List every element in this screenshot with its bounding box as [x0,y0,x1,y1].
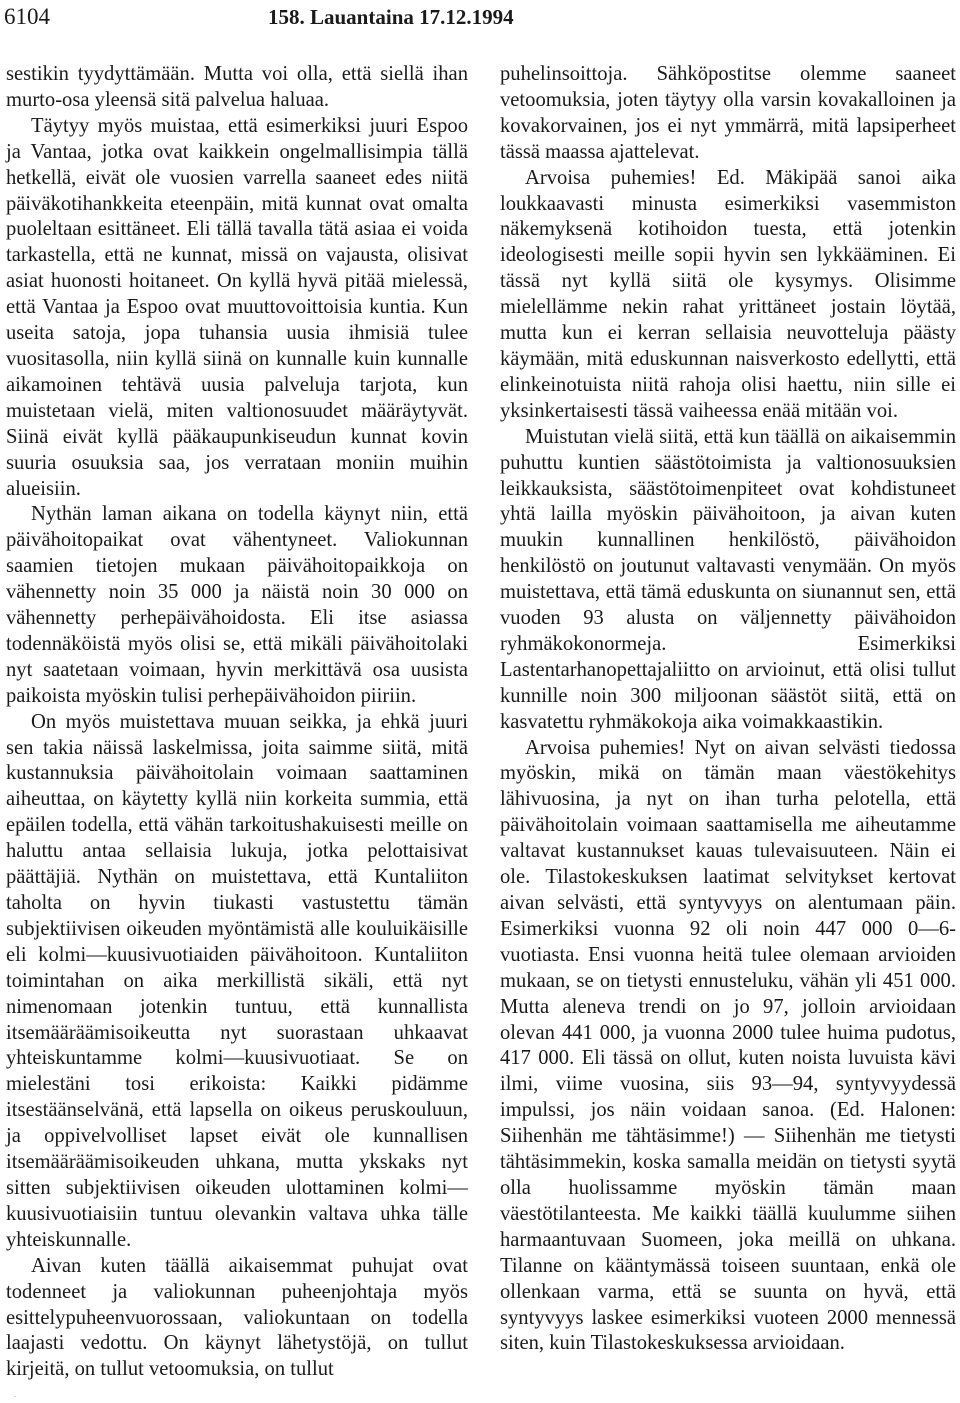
paragraph: Arvoisa puhemies! Ed. Mäkipää sanoi aika loukkaavasti minusta esimerkiksi vasemmiston näkemyksenä kotihoidon tuesta, että jotenkin ideologisesti meille sopii hyvin sen lykkääminen. Ei tässä nyt kyllä siitä ole kysymys. Olisimme mielellämme nekin rahat yrittäneet jostain löytää, mutta kun ei kerran sellaisia neuvotteluja päästy käymään, mitä eduskunnan naisverkosto edellytti, että elinkeinotuista niitä rahoja olisi haettu, niin sille ei yksinkertaisesti tässä vaiheessa enää mitään voi. [500,166,956,422]
left-column [6,62,468,1383]
page-header [0,0,960,40]
paragraph: sestikin tyydyttämään. Mutta voi olla, että siellä ihan murto-osa yleensä sitä palvelua haluaa. [6,63,468,111]
right-column [500,62,956,1357]
paragraph: Aivan kuten täällä aikaisemmat puhujat ovat todenneet ja valiokunnan puheenjohtaja myös esittelypuheenvuorossaan, valiokuntaan on todella laajasti vedottu. On käynyt lähetystöjä, on tullut kirjeitä, on tullut vetoomuksia, on tullut [6,1254,468,1381]
paragraph: Arvoisa puhemies! Nyt on aivan selvästi tiedossa myöskin, mikä on tämän maan väestökehitys lähivuosina, ja nyt on ihan turha pelotella, että päivähoitolain voimaan saattamisella me aiheutamme valtavat kustannukset kauas tulevaisuuteen. Näin ei ole. Tilastokeskuksen laatimat selvitykset kertovat aivan selvästi, että syntyvyys on alentumaan päin. Esimerkiksi vuonna 92 oli noin 447 000 0—6-vuotiasta. Ensi vuonna heitä tulee olemaan arvioiden mukaan, se on tietysti ennusteluku, vähän yli 451 000. Mutta aleneva trendi on jo 97, jolloin arvioidaan olevan 441 000, ja vuonna 2000 tulee huima pudotus, 417 000. Eli tässä on ollut, kuten noista luvuista kävi ilmi, viime vuosina, siis 93—94, syntyvyydessä impulssi, jos näin voidaan sanoa. (Ed. Halonen: Siihenhän me tähtäsimme!) — Siihenhän me tietysti tähtäsimmekin, koska samalla meidän on tietysti syytä olla huolissamme myöskin tämän maan väestötilanteesta. Me kaikki täällä kuulumme siihen harmaantuvaan Suomeen, joka meillä on uhkana. Tilanne on kääntymässä toiseen suuntaan, enkä ole ollenkaan varma, että se suunta on hyvä, että syntyvyys laskee esimerkiksi vuoteen 2000 mennessä siten, kuin Tilastokeskuksessa arvioidaan. [500,736,956,1355]
session-header: 158. Lauantaina 17.12.1994 [268,5,514,29]
paragraph: puhelinsoittoja. Sähköpostitse olemme saaneet vetoomuksia, joten täytyy olla varsin kovakalloinen ja kovakorvainen, jos ei nyt ymmärrä, mitä lapsiperheet tässä maassa ajattelevat. [500,63,956,163]
paragraph: Muistutan vielä siitä, että kun täällä on aikaisemmin puhuttu kuntien säästötoimista ja valtionosuuksien leikkauksista, säästötoimenpiteet ovat kohdistuneet yhtä lailla myöskin päivähoitoon, ja aivan kuten muukin kunnallinen henkilöstö, päivähoidon henkilöstö on joutunut valtavasti venymään. On myös muistettava, että tämä eduskunta on siunannut sen, että vuoden 93 alusta on väljennetty päivähoidon ryhmäkokonormeja. Esimerkiksi Lastentarhanopettajaliitto on arvioinut, että olisi tullut kunnille noin 300 miljoonan säästöt siitä, että on kasvatettu ryhmäkokoja aika voimakkaastikin. [500,425,956,733]
paragraph: Täytyy myös muistaa, että esimerkiksi juuri Espoo ja Vantaa, jotka ovat kaikkein ongelmallisimpia tällä hetkellä, eivät ole vuosien varrella saaneet edes niitä päiväkotihankkeita eteenpäin, mitä kunnat ovat omalta puoleltaan esittäneet. Eli tällä tavalla tätä asiaa ei voida tarkastella, että ne kunnat, missä on vajausta, olisivat asiat huonosti hoitaneet. On kyllä hyvä pitää mielessä, että Vantaa ja Espoo ovat muuttovoittoisia kuntia. Kun useita satoja, jopa tuhansia uusia ihmisiä tulee vuositasolla, niin kyllä siinä on kunnalle kuin kunnalle aikamoinen tehtävä uusia palveluja tarjota, kun muistetaan vielä, miten valtionosuudet määräytyvät. Siinä eivät kyllä pääkaupunkiseudun kunnat kovin suuria osuuksia saa, jos verrataan moniin muihin alueisiin. [6,114,468,500]
scan-speck: . [14,1390,16,1399]
paragraph: Nythän laman aikana on todella käynyt niin, että päivähoitopaikat ovat vähentyneet. Valiokunnan saamien tietojen mukaan päivähoitopaikkoja on vähennetty noin 35 000 ja näistä noin 30 000 on vähennetty perhepäivähoidosta. Eli itse asiassa todennäköistä myös olisi se, että mikäli päivähoitolaki nyt saatetaan voimaan, hyvin merkittävä osa uusista paikoista myöskin tulisi perhepäivähoidon piiriin. [6,503,468,707]
page-number: 6104 [4,4,50,29]
paragraph: On myös muistettava muuan seikka, ja ehkä juuri sen takia näissä laskelmissa, joita saimme siitä, mitä kustannuksia päivähoitolain voimaan saattaminen aiheuttaa, on käytetty kyllä niin korkeita summia, että epäilen todella, että vähän tarkoitushakuisesti meille on haluttu antaa sellaisia lukuja, jotka pelottaisivat päättäjiä. Nythän on muistettava, että Kuntaliiton taholta on hyvin tiukasti vastustettu tämän subjektiivisen oikeuden myöntämistä alle kouluikäisille eli kolmi—kuusivuotiaiden päivähoitoon. Kuntaliiton toimintahan on aika merkillistä sikäli, että nyt nimenomaan jotenkin tuntuu, että kunnallista itsemääräämisoikeutta nyt suorastaan uhkaavat yhteiskuntamme kolmi—kuusivuotiaat. Se on mielestäni tosi erikoista: Kaikki pidämme itsestäänselvänä, että lapsella on oikeus peruskouluun, ja oppivelvolliset lapset eivät ole kunnallisen itsemääräämisoikeuden uhkana, mutta ykskaks nyt sitten subjektiivisen oikeuden ulottaminen kolmi—kuusivuotiaisiin tuntuu olevankin valtava uhka tälle yhteiskunnalle. [6,710,468,1251]
